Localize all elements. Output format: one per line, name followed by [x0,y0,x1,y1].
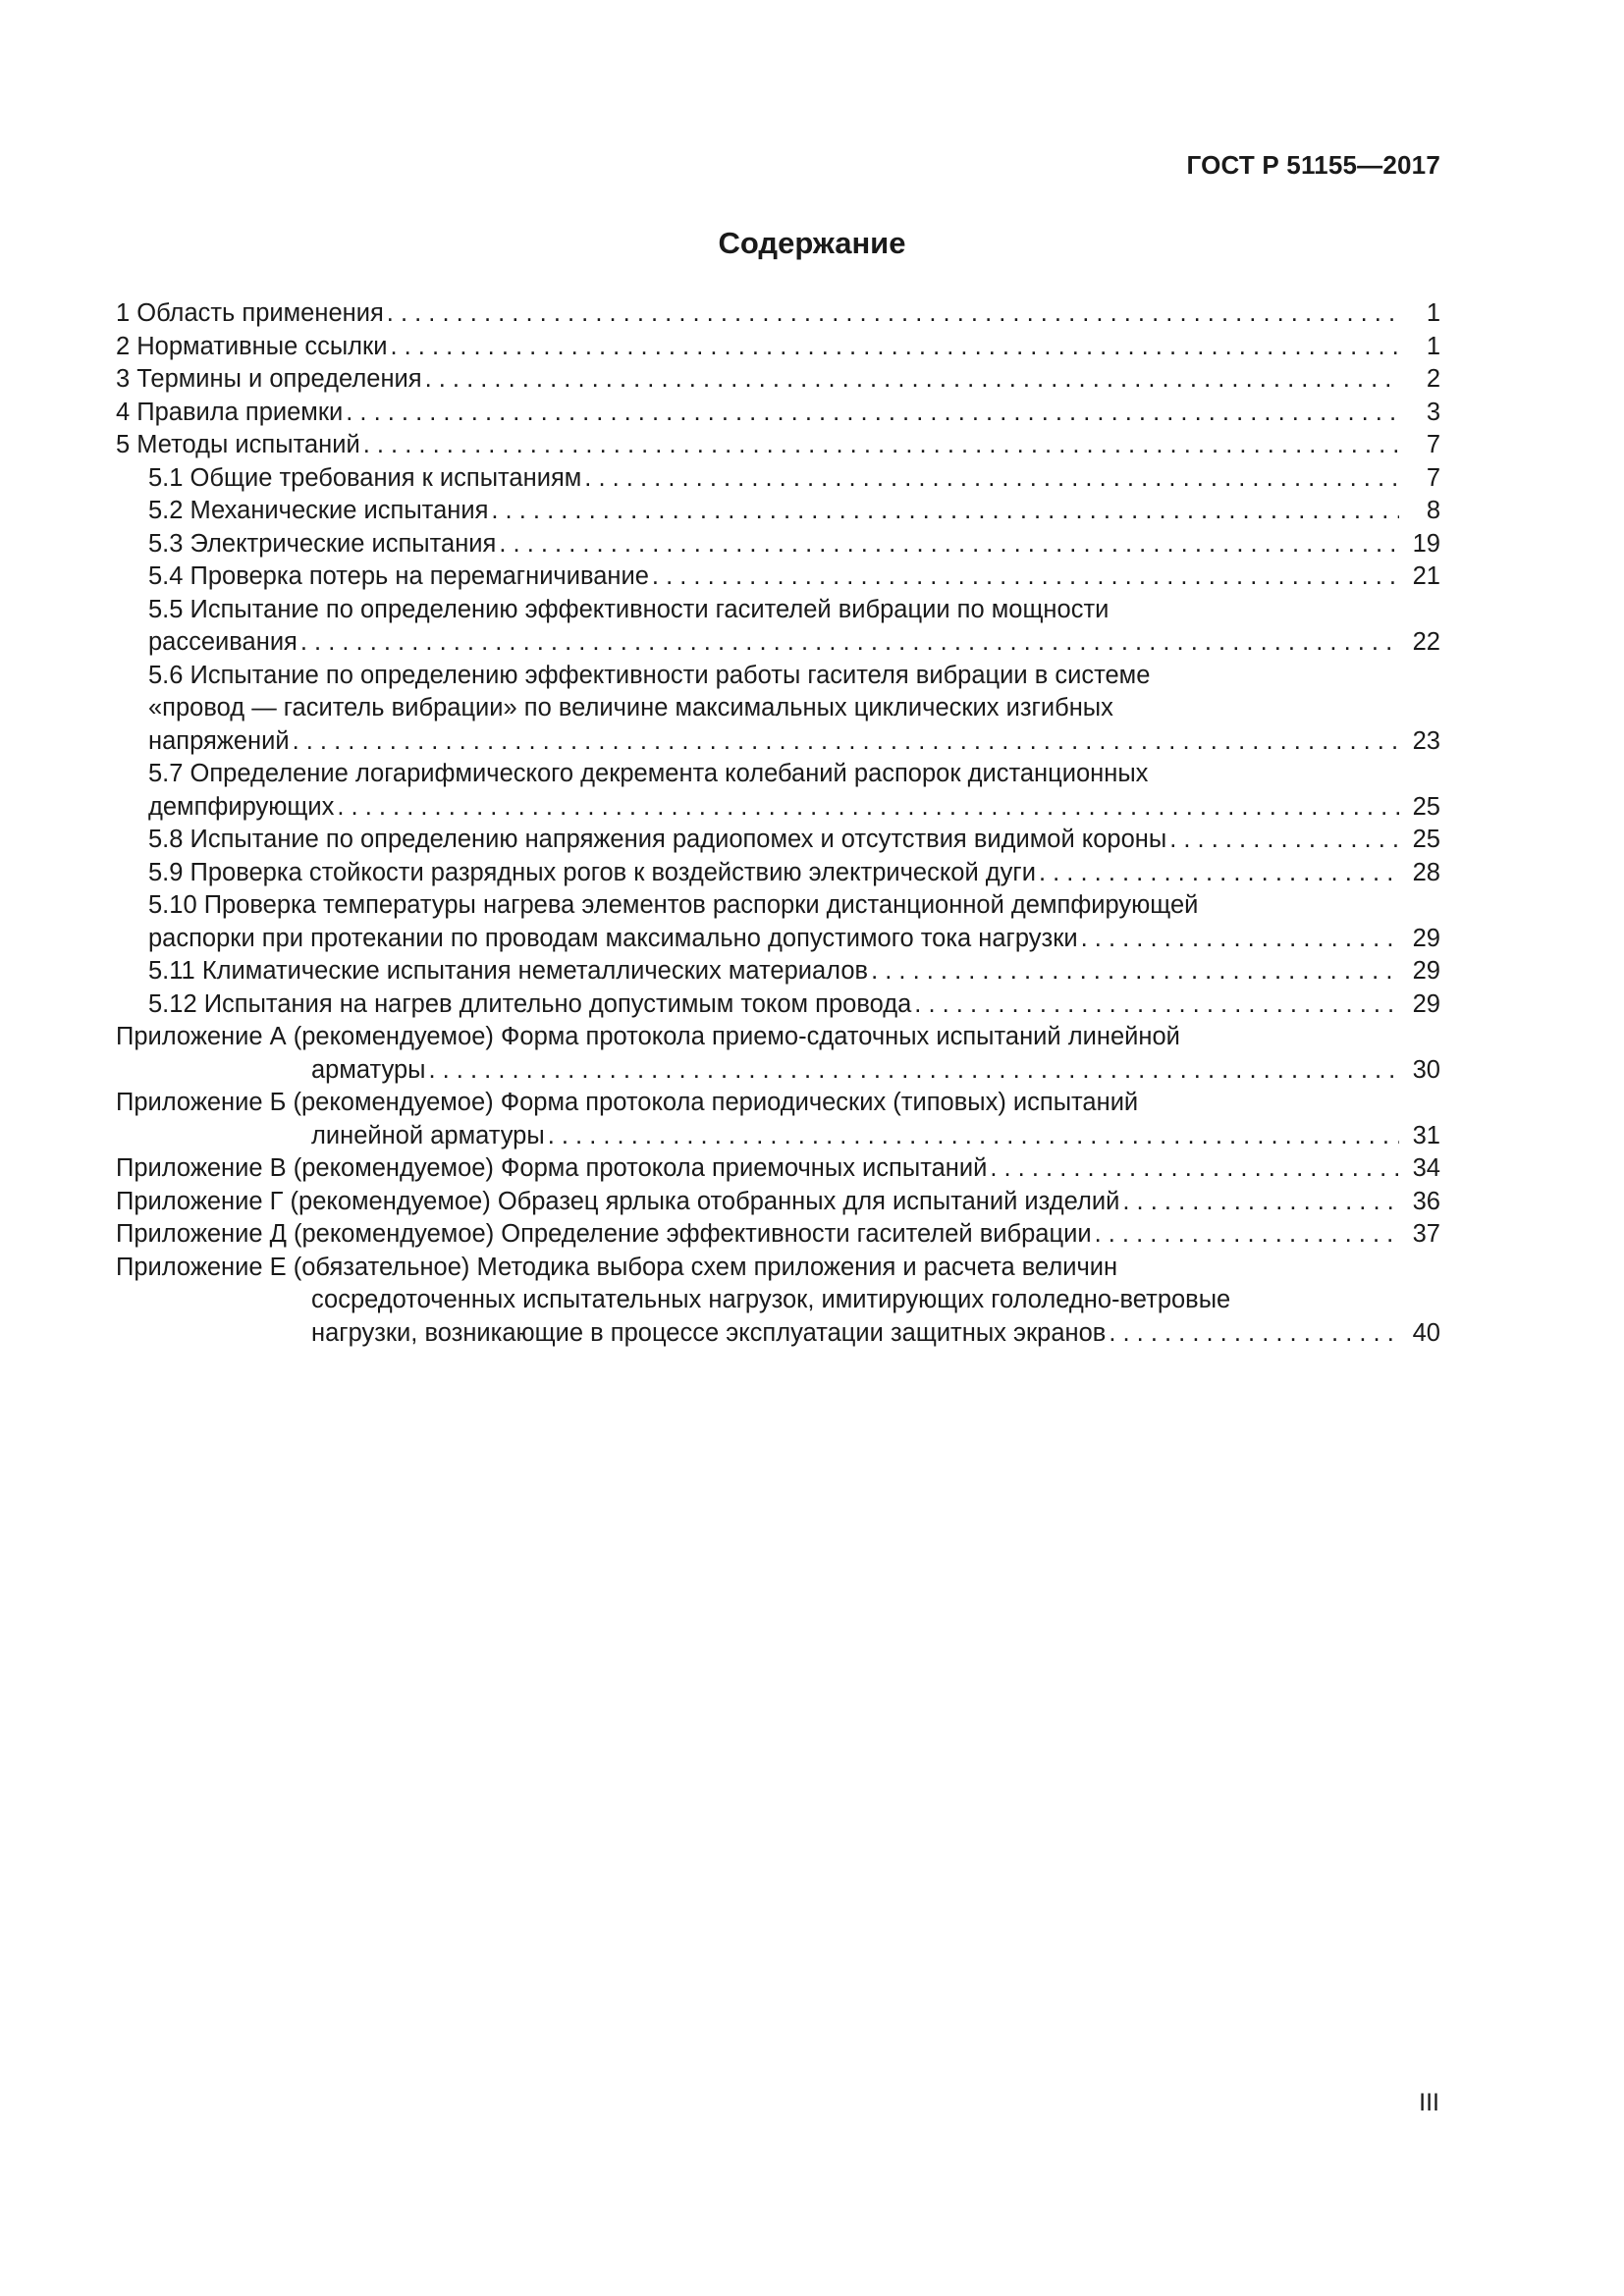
toc-entry[interactable] [116,561,1440,594]
toc-entry-line: 5.7 Определение логарифмического декремента колебаний распорок дистанционных [148,760,1149,787]
toc-entry-label: 5.11 Климатические испытания неметаллических материалов [148,957,869,985]
table-of-contents [116,297,1440,1350]
dot-leader [871,955,1399,988]
toc-entry-label: Приложение В (рекомендуемое) Форма протокола приемочных испытаний [116,1154,988,1182]
dot-leader [293,725,1399,759]
dot-leader [548,1120,1399,1153]
toc-entry-label: 5.8 Испытание по определению напряжения радиопомех и отсутствия видимой короны [148,826,1167,853]
dot-leader [914,988,1399,1022]
toc-entry[interactable] [116,660,1440,759]
toc-entry-line: Приложение Е (обязательное) Методика выбора схем приложения и расчета величин [116,1253,1118,1281]
dot-leader [1169,824,1399,857]
toc-entry[interactable] [116,824,1440,857]
toc-entry-label: 5.1 Общие требования к испытаниям [148,463,582,492]
toc-entry-label: 1 Область применения [116,299,384,327]
toc-entry[interactable] [116,495,1440,528]
toc-entry[interactable] [116,1087,1440,1152]
toc-entry-label: Приложение Г (рекомендуемое) Образец ярлыка отобранных для испытаний изделий [116,1187,1120,1215]
toc-entry-label: 5.2 Механические испытания [148,497,489,524]
toc-entry-label: напряжений [148,726,290,755]
toc-entry-page: 25 [1412,826,1440,853]
dot-leader [1081,923,1399,956]
toc-entry-page: 34 [1412,1154,1440,1182]
dot-leader [499,528,1399,561]
toc-entry-page: 22 [1412,628,1440,656]
toc-entry-page: 28 [1412,858,1440,886]
toc-entry[interactable] [116,1021,1440,1087]
dot-leader [346,397,1399,430]
dot-leader [1039,857,1399,890]
dot-leader [337,791,1399,825]
dot-leader [990,1152,1399,1186]
dot-leader [387,297,1399,331]
toc-entry-label: распорки при протекании по проводам максимально допустимого тока нагрузки [148,924,1078,952]
toc-entry-page: 2 [1426,365,1440,393]
toc-entry[interactable] [116,758,1440,824]
toc-entry-label: 5.12 Испытания на нагрев длительно допустимым током провода [148,989,912,1018]
toc-entry-label: арматуры [311,1055,426,1084]
toc-entry[interactable] [116,1252,1440,1351]
document-code: ГОСТ Р 51155—2017 [1186,150,1440,180]
toc-entry-page: 36 [1412,1187,1440,1215]
toc-entry-page: 31 [1412,1121,1440,1149]
dot-leader [584,462,1399,496]
toc-entry[interactable] [116,988,1440,1022]
dot-leader [1122,1186,1399,1219]
toc-entry-line: 5.5 Испытание по определению эффективности гасителей вибрации по мощности [148,595,1110,623]
toc-entry[interactable] [116,363,1440,397]
toc-entry-line: Приложение Б (рекомендуемое) Форма протокола периодических (типовых) испытаний [116,1089,1139,1116]
dot-leader [1095,1218,1399,1252]
toc-entry-page: 29 [1412,957,1440,985]
toc-entry-label: 2 Нормативные ссылки [116,332,388,360]
toc-entry-page: 19 [1412,529,1440,558]
toc-entry[interactable] [116,331,1440,364]
toc-entry[interactable] [116,528,1440,561]
toc-entry-page: 37 [1412,1220,1440,1248]
toc-entry-page: 7 [1426,463,1440,492]
toc-entry-line: 5.10 Проверка температуры нагрева элементов распорки дистанционной демпфирующей [148,891,1199,919]
toc-title: Содержание [718,226,906,260]
toc-entry-page: 8 [1426,497,1440,524]
toc-entry-page: 23 [1412,726,1440,755]
toc-entry[interactable] [116,955,1440,988]
toc-entry-label: 5.4 Проверка потерь на перемагничивание [148,562,649,590]
toc-entry-label: Приложение Д (рекомендуемое) Определение эффективности гасителей вибрации [116,1220,1092,1248]
dot-leader [300,626,1399,660]
toc-entry-page: 7 [1426,431,1440,458]
toc-entry-page: 21 [1412,562,1440,590]
dot-leader [652,561,1399,594]
toc-entry-label: 5 Методы испытаний [116,431,360,458]
toc-entry-label: нагрузки, возникающие в процессе эксплуатации защитных экранов [311,1318,1107,1347]
toc-entry[interactable] [116,1186,1440,1219]
dot-leader [491,495,1399,528]
toc-entry[interactable] [116,397,1440,430]
toc-entry-line: Приложение А (рекомендуемое) Форма протокола приемо-сдаточных испытаний линейной [116,1023,1180,1050]
dot-leader [390,331,1399,364]
toc-entry-label: 5.3 Электрические испытания [148,529,497,558]
toc-entry-page: 29 [1412,924,1440,952]
toc-entry[interactable] [116,297,1440,331]
toc-entry-page: 3 [1426,398,1440,426]
toc-entry-page: 29 [1412,989,1440,1018]
toc-entry-label: рассеивания [148,628,298,656]
toc-entry-page: 30 [1412,1055,1440,1084]
toc-entry[interactable] [116,462,1440,496]
toc-entry[interactable] [116,1218,1440,1252]
toc-entry[interactable] [116,889,1440,955]
page-number: III [1419,2089,1439,2116]
toc-entry-page: 40 [1412,1318,1440,1347]
toc-entry[interactable] [116,429,1440,462]
toc-entry-label: демпфирующих [148,792,335,821]
dot-leader [363,429,1399,462]
toc-entry-label: линейной арматуры [311,1121,545,1149]
dot-leader [1109,1317,1399,1351]
toc-entry-line: 5.6 Испытание по определению эффективности работы гасителя вибрации в системе [148,661,1151,689]
toc-entry-page: 25 [1412,792,1440,821]
toc-entry[interactable] [116,857,1440,890]
toc-entry[interactable] [116,594,1440,660]
toc-entry-label: 5.9 Проверка стойкости разрядных рогов к воздействию электрической дуги [148,858,1036,886]
toc-entry-page: 1 [1426,332,1440,360]
toc-entry-line: «провод — гаситель вибрации» по величине максимальных циклических изгибных [148,694,1113,721]
toc-entry-label: 4 Правила приемки [116,398,344,426]
dot-leader [425,363,1399,397]
dot-leader [428,1054,1399,1088]
toc-entry-label: 3 Термины и определения [116,365,422,393]
toc-entry[interactable] [116,1152,1440,1186]
toc-entry-line: сосредоточенных испытательных нагрузок, имитирующих гололедно-ветровые [311,1286,1231,1313]
toc-entry-page: 1 [1426,299,1440,327]
